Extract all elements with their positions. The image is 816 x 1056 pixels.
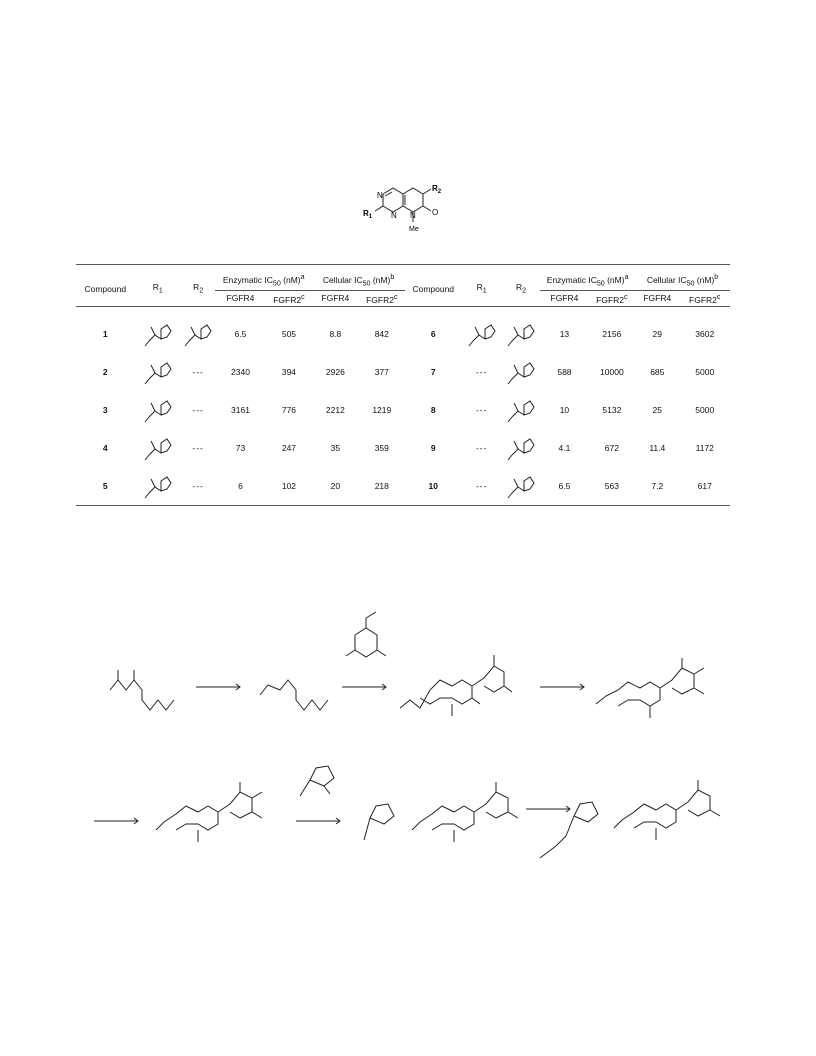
r2-cell-structure xyxy=(504,395,538,425)
r2-cell xyxy=(502,467,540,506)
col-cellular-right: Cellular $IC_{50}$ (nM)$^b$ xyxy=(635,265,730,291)
r2-cell xyxy=(181,315,215,353)
col-cell-fgfr4-right: FGFR4 xyxy=(643,293,672,304)
cell-fgfr2-value: 1219 xyxy=(372,405,392,416)
enz-fgfr2-value: 2156 xyxy=(602,329,622,340)
enz-fgfr2-value: 505 xyxy=(281,329,297,340)
scaffold-n-bottom: N xyxy=(391,211,397,220)
synthesis-scheme xyxy=(0,600,816,900)
col-r1: $R_1$ xyxy=(152,282,163,296)
cell-fgfr2-value: 617 xyxy=(697,481,712,492)
table-row xyxy=(76,315,730,353)
scaffold-n-ring: N xyxy=(410,211,416,220)
col-r1-right: $R_1$ xyxy=(476,282,487,296)
r2-cell: --- xyxy=(192,367,204,378)
compound-id: 2 xyxy=(102,367,108,378)
scaffold-r2: $R_2$ xyxy=(432,184,442,195)
r1-cell-structure xyxy=(141,471,175,501)
enz-fgfr4-value: 6.5 xyxy=(558,481,571,492)
r1-cell-structure xyxy=(141,395,175,425)
enz-fgfr2-value: 10000 xyxy=(600,367,624,378)
r1-cell xyxy=(135,429,181,467)
compound-id: 8 xyxy=(430,405,436,416)
cell-fgfr4-value: 2212 xyxy=(325,405,345,416)
scaffold-me: Me xyxy=(409,226,419,233)
activity-table-wrapper xyxy=(76,264,730,506)
col-enzymatic-right: Enzymatic $IC_{50}$ (nM)$^a$ xyxy=(540,265,635,291)
arrow-5 xyxy=(296,818,340,824)
r2-cell-structure xyxy=(504,471,538,501)
r2-cell: --- xyxy=(192,443,204,454)
enz-fgfr4-value: 2340 xyxy=(231,367,250,378)
cell-fgfr4-value: 11.4 xyxy=(649,443,666,454)
scaffold-structure xyxy=(355,180,475,240)
table-row xyxy=(76,429,730,467)
scheme-reagent-2 xyxy=(300,766,334,796)
r1-cell xyxy=(135,391,181,429)
cell-fgfr4-value: 7.2 xyxy=(651,481,664,492)
arrow-6 xyxy=(526,806,570,812)
compound-id: 4 xyxy=(102,443,108,454)
arrow-2 xyxy=(342,684,386,690)
enz-fgfr2-value: 563 xyxy=(604,481,619,492)
compound-id: 10 xyxy=(428,481,438,492)
enz-fgfr4-value: 4.1 xyxy=(558,443,571,454)
compound-id: 9 xyxy=(430,443,436,454)
scheme-intermediate-4 xyxy=(156,782,262,842)
enz-fgfr2-value: 776 xyxy=(281,405,297,416)
cell-fgfr2-value: 359 xyxy=(374,443,389,454)
enz-fgfr2-value: 394 xyxy=(281,367,297,378)
col-enz-fgfr2: FGFR2$^c$ xyxy=(273,292,305,305)
scheme-reagent-1 xyxy=(346,612,386,657)
r1-cell-structure xyxy=(141,319,175,349)
compound-id: 3 xyxy=(102,405,108,416)
enz-fgfr2-value: 672 xyxy=(604,443,619,454)
compound-id: 6 xyxy=(430,329,436,340)
col-cell-fgfr2: FGFR2$^c$ xyxy=(366,292,398,305)
cell-fgfr2-value: 3602 xyxy=(695,329,715,340)
col-cell-fgfr4: FGFR4 xyxy=(321,293,350,304)
col-enz-fgfr2-right: FGFR2$^c$ xyxy=(596,292,628,305)
col-enz-fgfr4: FGFR4 xyxy=(226,293,255,304)
r2-cell xyxy=(502,353,540,391)
enz-fgfr4-value: 13 xyxy=(559,329,570,340)
cell-fgfr4-value: 2926 xyxy=(325,367,345,378)
compound-id: 1 xyxy=(102,329,108,340)
col-cellular: Cellular $IC_{50}$ (nM)$^b$ xyxy=(312,265,405,291)
r1-cell xyxy=(135,315,181,353)
r2-cell-structure xyxy=(504,357,538,387)
col-r2: $R_2$ xyxy=(193,282,204,296)
r1-cell: --- xyxy=(475,367,488,378)
arrow-1 xyxy=(196,684,240,690)
col-enz-fgfr4-right: FGFR4 xyxy=(550,293,579,304)
scheme-starting-material xyxy=(110,670,174,710)
cell-fgfr4-value: 35 xyxy=(330,443,341,454)
compound-id: 5 xyxy=(102,481,108,492)
r1-cell xyxy=(135,467,181,506)
r1-cell: --- xyxy=(475,443,488,454)
compound-id: 7 xyxy=(430,367,436,378)
r2-cell xyxy=(502,315,540,353)
r1-cell xyxy=(135,353,181,391)
cell-fgfr2-value: 1172 xyxy=(695,443,714,454)
table-row xyxy=(76,353,730,391)
table-row xyxy=(76,307,730,316)
col-compound: Compound xyxy=(84,283,127,294)
cell-fgfr2-value: 5000 xyxy=(695,367,715,378)
r2-cell xyxy=(502,429,540,467)
col-cell-fgfr2-right: FGFR2$^c$ xyxy=(689,292,721,305)
enz-fgfr4-value: 6.5 xyxy=(234,329,247,340)
enz-fgfr4-value: 6 xyxy=(238,481,243,492)
scaffold-n-top: N xyxy=(377,191,383,200)
r2-cell-structure xyxy=(504,319,538,349)
cell-fgfr2-value: 5000 xyxy=(695,405,715,416)
arrow-3 xyxy=(540,684,584,690)
enz-fgfr2-value: 102 xyxy=(281,481,297,492)
enz-fgfr4-value: 588 xyxy=(557,367,572,378)
scheme-intermediate-5 xyxy=(364,782,518,842)
r1-cell xyxy=(462,315,502,353)
cell-fgfr2-value: 377 xyxy=(374,367,389,378)
enz-fgfr4-value: 10 xyxy=(559,405,570,416)
r2-cell: --- xyxy=(192,481,204,492)
col-r2-right: $R_2$ xyxy=(516,282,527,296)
r2-cell xyxy=(502,391,540,429)
cell-fgfr4-value: 8.8 xyxy=(329,329,342,340)
enz-fgfr2-value: 5132 xyxy=(602,405,622,416)
enz-fgfr4-value: 73 xyxy=(235,443,246,454)
scheme-intermediate-1 xyxy=(260,680,328,710)
enz-fgfr2-value: 247 xyxy=(281,443,297,454)
scaffold-oxo: O xyxy=(432,208,439,217)
r2-cell-structure xyxy=(181,319,215,349)
col-compound-right: Compound xyxy=(412,283,455,294)
header-row-1 xyxy=(76,265,730,291)
r2-cell-structure xyxy=(504,433,538,463)
r1-cell-structure xyxy=(141,357,175,387)
table-row xyxy=(76,467,730,506)
cell-fgfr2-value: 218 xyxy=(374,481,389,492)
scheme-intermediate-2 xyxy=(400,655,512,716)
col-enzymatic: Enzymatic $IC_{50}$ (nM)$^a$ xyxy=(215,265,312,291)
r1-cell-structure xyxy=(465,319,499,349)
cell-fgfr4-value: 20 xyxy=(330,481,341,492)
arrow-4 xyxy=(94,818,138,824)
activity-table xyxy=(76,264,730,506)
r1-cell: --- xyxy=(475,481,488,492)
scheme-intermediate-3 xyxy=(596,658,704,718)
cell-fgfr4-value: 25 xyxy=(652,405,663,416)
cell-fgfr4-value: 685 xyxy=(650,367,665,378)
scheme-final-product xyxy=(540,780,720,858)
enz-fgfr4-value: 3161 xyxy=(231,405,250,416)
r1-cell-structure xyxy=(141,433,175,463)
table-row xyxy=(76,391,730,429)
cell-fgfr4-value: 29 xyxy=(652,329,663,340)
table-body xyxy=(76,307,730,506)
r1-cell: --- xyxy=(475,405,488,416)
cell-fgfr2-value: 842 xyxy=(374,329,389,340)
scaffold-r1: $R_1$ xyxy=(363,209,373,220)
r2-cell: --- xyxy=(192,405,204,416)
